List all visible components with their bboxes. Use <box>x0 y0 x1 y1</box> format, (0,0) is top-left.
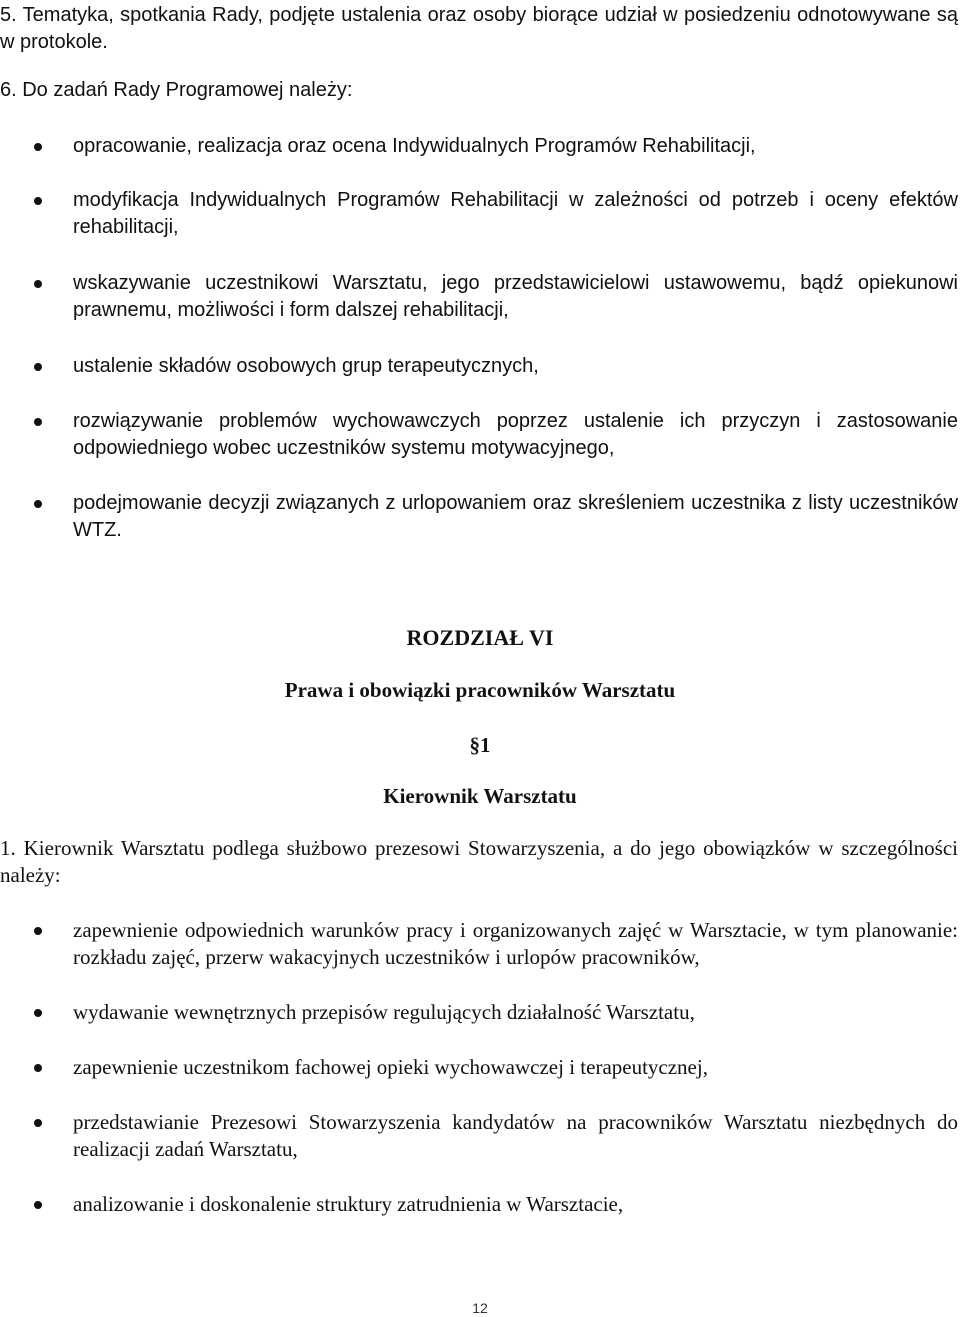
list-item-text: przedstawianie Prezesowi Stowarzyszenia kandydatów na pracowników Warsztatu niezbędnych do realizacji zadań Warsztatu, <box>73 1110 958 1161</box>
bullet-icon <box>34 1009 42 1017</box>
paragraph-kierownik: 1. Kierownik Warsztatu podlega służbowo prezesowi Stowarzyszenia, a do jego obowiązków w szczególności należy: <box>0 836 958 887</box>
list-item-text: zapewnienie uczestnikom fachowej opieki wychowawczej i terapeutycznej, <box>73 1055 708 1079</box>
list-item-text: zapewnienie odpowiednich warunków pracy i organizowanych zajęć w Warsztacie, w tym planowanie: rozkładu zajęć, przerw wakacyjnych uczestników i urlopów pracowników, <box>73 918 958 969</box>
list-item-text: rozwiązywanie problemów wychowawczych poprzez ustalenie ich przyczyn i zastosowanie odpowiedniego wobec uczestników systemu motywacyjnego, <box>73 410 958 459</box>
bullet-icon <box>34 1201 42 1209</box>
bullet-icon <box>34 927 42 935</box>
list-item-text: ustalenie składów osobowych grup terapeutycznych, <box>73 355 539 377</box>
list-item-text: analizowanie i doskonalenie struktury zatrudnienia w Warsztacie, <box>73 1192 624 1216</box>
list-item-text: wskazywanie uczestnikowi Warsztatu, jego przedstawicielowi ustawowemu, bądź opiekunowi prawnemu, możliwości i form dalszej rehabilitacji, <box>73 272 958 321</box>
list-item-text: modyfikacja Indywidualnych Programów Rehabilitacji w zależności od potrzeb i oceny efektów rehabilitacji, <box>73 189 958 238</box>
bullet-icon <box>34 1064 42 1072</box>
list-item-text: wydawanie wewnętrznych przepisów regulujących działalność Warsztatu, <box>73 1000 695 1024</box>
chapter-subtitle: Prawa i obowiązki pracowników Warsztatu <box>284 678 676 702</box>
list-item-text: opracowanie, realizacja oraz ocena Indywidualnych Programów Rehabilitacji, <box>73 135 756 157</box>
paragraph-6: 6. Do zadań Rady Programowej należy: <box>0 79 353 101</box>
bullet-icon <box>34 143 42 151</box>
list-item-text: podejmowanie decyzji związanych z urlopowaniem oraz skreśleniem uczestnika z listy uczestników WTZ. <box>73 492 958 541</box>
bullet-icon <box>34 500 42 508</box>
page-number: 12 <box>472 1300 488 1316</box>
paragraph-5: 5. Tematyka, spotkania Rady, podjęte ustalenia oraz osoby biorące udział w posiedzeniu odnotowywane są w protokole. <box>0 4 958 53</box>
bullet-icon <box>34 197 42 205</box>
chapter-title: ROZDZIAŁ VI <box>406 625 554 650</box>
bullet-icon <box>34 363 42 371</box>
bullet-icon <box>34 280 42 288</box>
section-mark: §1 <box>469 733 491 757</box>
bullet-icon <box>34 1119 42 1127</box>
bullet-icon <box>34 418 42 426</box>
section-title: Kierownik Warsztatu <box>383 784 577 808</box>
